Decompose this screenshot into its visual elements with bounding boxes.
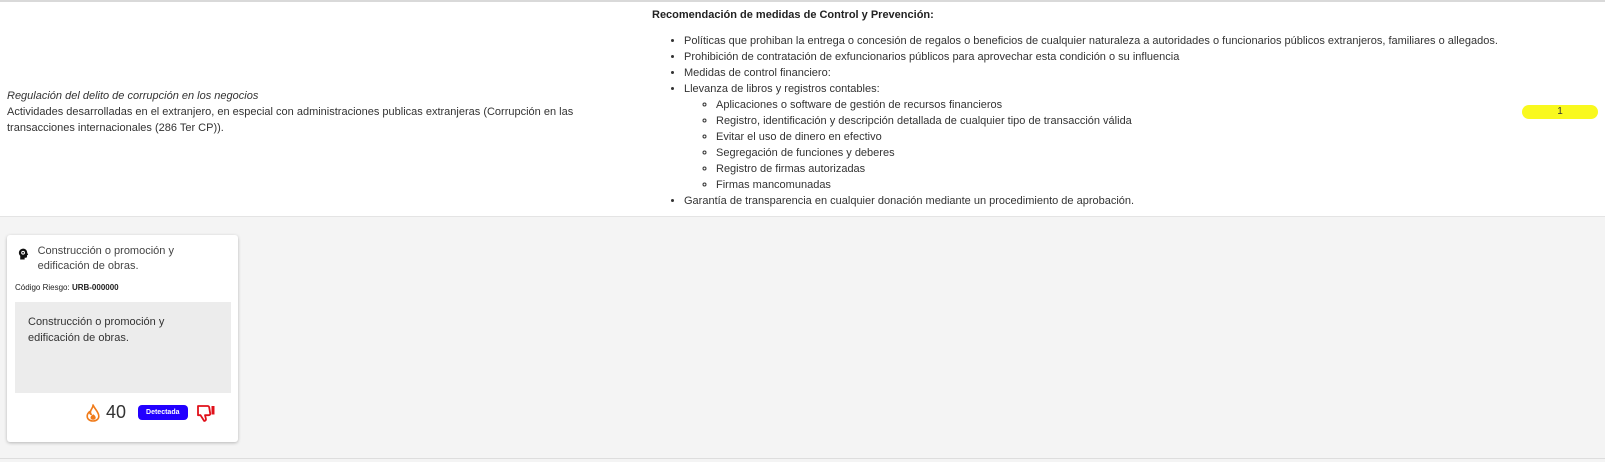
risk-code bbox=[15, 283, 119, 292]
measure-item: • Prohibición de contratación de exfuncionarios públicos para aprovechar esta condición o su influencia bbox=[684, 49, 1532, 65]
measure-item-label: Llevanza de libros y registros contables: bbox=[684, 83, 880, 95]
fire-icon bbox=[85, 404, 101, 422]
sub-measure-item: ◦ Registro, identificación y descripción detallada de cualquier tipo de transacción válida bbox=[716, 113, 1532, 129]
risk-score: 40 bbox=[106, 402, 127, 422]
risk-code-value: URB-000000 bbox=[71, 283, 119, 292]
card-description: Construcción o promoción y edificación de obras. bbox=[28, 316, 165, 344]
sub-measure-item: ◦ Aplicaciones o software de gestión de recursos financieros bbox=[716, 97, 1532, 113]
risk-detail-row bbox=[0, 0, 1605, 217]
card-header bbox=[17, 244, 227, 274]
sub-measure-item: ◦ Segregación de funciones y deberes bbox=[716, 145, 1532, 161]
recommendations-heading: Recomendación de medidas de Control y Prevención: bbox=[652, 9, 934, 21]
measure-item: • Políticas que prohiban la entrega o concesión de regalos o beneficios de cualquier naturaleza a autoridades o funcionarios públicos extranjeros, familiares o allegados. bbox=[684, 33, 1532, 49]
risk-code-label: Código Riesgo: bbox=[15, 283, 70, 292]
thumbs-down-icon[interactable] bbox=[196, 404, 216, 422]
measure-item bbox=[684, 81, 1532, 193]
sub-measures-list bbox=[684, 97, 1532, 193]
measure-item: • Medidas de control financiero: bbox=[684, 65, 1532, 81]
sub-measure-item: ◦ Registro de firmas autorizadas bbox=[716, 161, 1532, 177]
risk-level-badge: 1 bbox=[1522, 105, 1598, 119]
risk-description bbox=[7, 88, 607, 136]
status-badge[interactable]: Detectada bbox=[138, 405, 187, 420]
divider bbox=[0, 458, 1605, 459]
card-footer bbox=[85, 402, 216, 423]
card-description-box bbox=[15, 302, 231, 393]
measures-list bbox=[652, 33, 1532, 209]
card-title: Construcción o promoción y edificación de obras. bbox=[37, 245, 174, 272]
sub-measure-item: ◦ Firmas mancomunadas bbox=[716, 177, 1532, 193]
measure-item: • Garantía de transparencia en cualquier donación mediante un procedimiento de aprobación. bbox=[684, 193, 1532, 209]
crime-type: Regulación del delito de corrupción en los negocios bbox=[7, 90, 259, 102]
risk-card[interactable] bbox=[7, 235, 238, 442]
sub-measure-item: ◦ Evitar el uso de dinero en efectivo bbox=[716, 129, 1532, 145]
head-gear-icon bbox=[17, 246, 30, 262]
activity-text: Actividades desarrolladas en el extranjero, en especial con administraciones publicas extranjeras (Corrupción en las transacciones internacionales (286 Ter CP)). bbox=[7, 106, 574, 134]
recommendations bbox=[652, 7, 1532, 209]
